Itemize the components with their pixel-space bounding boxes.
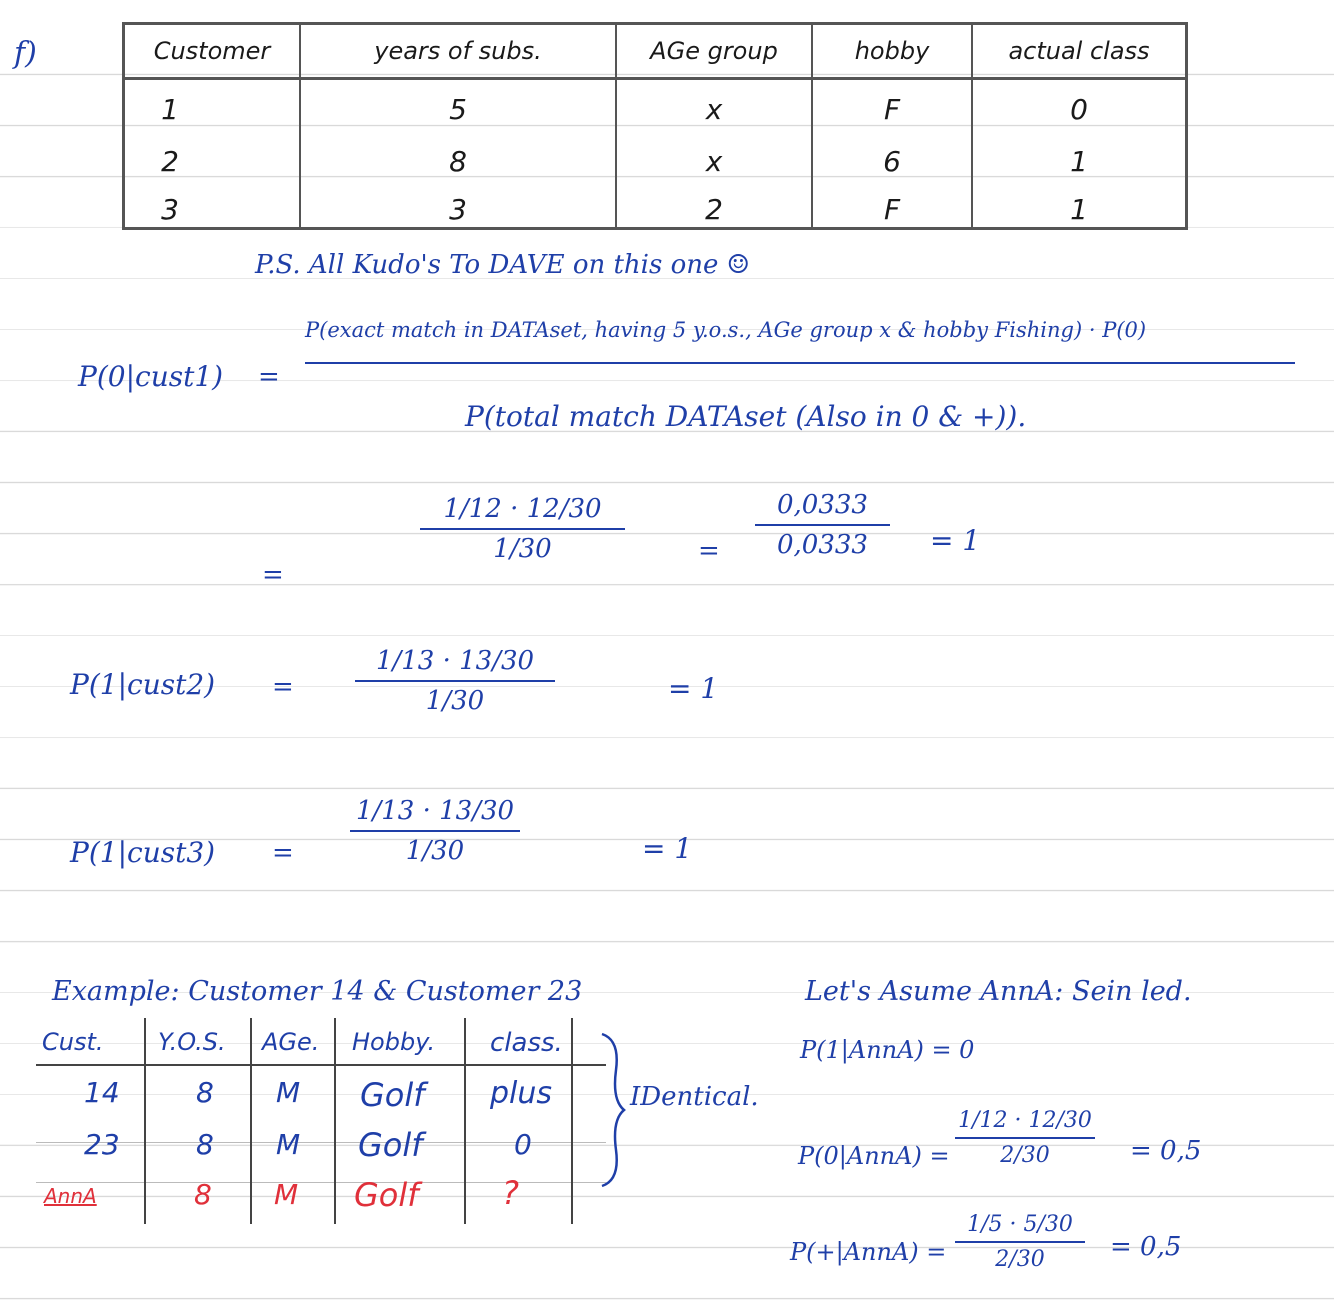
calc3-result: = 1 bbox=[642, 832, 693, 865]
calc1-result: = 1 bbox=[930, 524, 981, 557]
fraction-bar bbox=[955, 1137, 1095, 1139]
col-divider bbox=[144, 1018, 146, 1224]
calc1-den2: 0,0333 bbox=[777, 530, 868, 560]
header-underline bbox=[36, 1064, 606, 1066]
calc1-eq2: = bbox=[698, 536, 720, 566]
header-class: class. bbox=[490, 1028, 563, 1058]
header-hobby: hobby bbox=[854, 37, 930, 65]
table-cell: x bbox=[705, 145, 723, 178]
calc2-lhs: P(1|cust2) bbox=[70, 668, 216, 701]
header-yos: Y.O.S. bbox=[158, 1028, 226, 1056]
table-cell: 8 bbox=[449, 145, 467, 178]
table-cell: 3 bbox=[449, 193, 467, 226]
table-cell-red: M bbox=[274, 1178, 299, 1211]
example-table bbox=[36, 1018, 606, 1224]
header-actual-class: actual class bbox=[1008, 37, 1150, 65]
fraction-bar bbox=[420, 528, 625, 530]
table-cell: Golf bbox=[360, 1076, 425, 1114]
example-title: Example: Customer 14 & Customer 23 bbox=[52, 976, 583, 1007]
anna-pplus-result: = 0,5 bbox=[1110, 1232, 1182, 1262]
header-age-group: AGe group bbox=[650, 37, 778, 65]
table-cell: x bbox=[705, 93, 723, 126]
formula1-denominator: P(total match DATAset (Also in 0 & +)). bbox=[465, 400, 1027, 433]
anna-p0-den: 2/30 bbox=[1000, 1143, 1050, 1168]
calc2-fraction bbox=[355, 646, 555, 716]
calc1-eq: = bbox=[262, 560, 284, 590]
table-cell: 0 bbox=[1070, 93, 1088, 126]
table-cell: plus bbox=[490, 1076, 553, 1111]
anna-p0-fraction bbox=[955, 1108, 1095, 1168]
table-cell: M bbox=[276, 1128, 301, 1161]
calc1-fraction2 bbox=[755, 490, 890, 560]
table-cell-red: AnnA bbox=[44, 1184, 97, 1208]
table-cell: 5 bbox=[449, 93, 467, 126]
anna-p0-lhs: P(0|AnnA) = bbox=[798, 1142, 950, 1170]
anna-title: Let's Asume AnnA: Sein led. bbox=[805, 976, 1192, 1007]
anna-p0-num: 1/12 · 12/30 bbox=[958, 1108, 1092, 1133]
table-cell: 2 bbox=[705, 193, 723, 226]
fraction-bar bbox=[355, 680, 555, 682]
table-cell: F bbox=[883, 193, 901, 226]
table-cell: Golf bbox=[358, 1126, 423, 1164]
fraction-bar bbox=[755, 524, 890, 526]
anna-pplus-fraction bbox=[955, 1212, 1085, 1272]
identical-label: IDentical. bbox=[630, 1082, 759, 1112]
section-label: f) bbox=[14, 36, 37, 71]
anna-pplus-den: 2/30 bbox=[995, 1247, 1045, 1272]
anna-p0-result: = 0,5 bbox=[1130, 1136, 1202, 1166]
calc2-eq: = bbox=[272, 672, 294, 702]
table-cell: 3 bbox=[161, 193, 179, 226]
calc3-fraction bbox=[350, 796, 520, 866]
table-cell-red: 8 bbox=[194, 1178, 212, 1211]
table-cell: 8 bbox=[196, 1076, 214, 1109]
table-cell: 1 bbox=[1070, 145, 1088, 178]
table-cell-red: ? bbox=[502, 1174, 519, 1212]
formula1-lhs: P(0|cust1) bbox=[78, 360, 224, 393]
calc3-lhs: P(1|cust3) bbox=[70, 836, 216, 869]
table-cell: 2 bbox=[161, 145, 179, 178]
col-divider bbox=[464, 1018, 466, 1224]
table-cell: M bbox=[276, 1076, 301, 1109]
anna-pplus-lhs: P(+|AnnA) = bbox=[790, 1238, 947, 1266]
header-cust: Cust. bbox=[42, 1028, 104, 1056]
header-years: years of subs. bbox=[374, 37, 542, 65]
calc1-num: 1/12 · 12/30 bbox=[443, 494, 602, 524]
formula1-numerator: P(exact match in DATAset, having 5 y.o.s., AGe group x & hobby Fishing) · P(0) bbox=[305, 318, 1147, 342]
row-line bbox=[36, 1182, 606, 1183]
header-hobby: Hobby. bbox=[352, 1028, 436, 1056]
table-cell: 1 bbox=[1070, 193, 1088, 226]
table-cell: 6 bbox=[883, 145, 901, 178]
calc3-eq: = bbox=[272, 838, 294, 868]
table-cell: 0 bbox=[514, 1128, 532, 1161]
calc3-den: 1/30 bbox=[405, 836, 465, 866]
calc2-result: = 1 bbox=[668, 672, 719, 705]
calc3-num: 1/13 · 13/30 bbox=[355, 796, 515, 826]
formula1-eq: = bbox=[258, 362, 280, 392]
table-cell: 1 bbox=[161, 93, 179, 126]
table-cell: 8 bbox=[196, 1128, 214, 1161]
customer-table bbox=[122, 22, 1188, 230]
col-divider bbox=[250, 1018, 252, 1224]
table-cell-red: Golf bbox=[354, 1176, 419, 1214]
brace-icon bbox=[598, 1030, 628, 1190]
table-cell: F bbox=[883, 93, 901, 126]
col-divider bbox=[334, 1018, 336, 1224]
header-age: AGe. bbox=[262, 1028, 320, 1056]
header-customer: Customer bbox=[153, 37, 271, 65]
calc2-num: 1/13 · 13/30 bbox=[375, 646, 535, 676]
fraction-bar bbox=[955, 1241, 1085, 1243]
anna-p1: P(1|AnnA) = 0 bbox=[800, 1036, 975, 1064]
table-cell: 23 bbox=[84, 1128, 120, 1161]
fraction-bar bbox=[305, 362, 1295, 364]
calc2-den: 1/30 bbox=[425, 686, 485, 716]
calc1-num2: 0,0333 bbox=[777, 490, 868, 520]
fraction-bar bbox=[350, 830, 520, 832]
calc1-den: 1/30 bbox=[493, 534, 552, 564]
col-divider bbox=[571, 1018, 573, 1224]
table-cell: 14 bbox=[84, 1076, 120, 1109]
calc1-fraction bbox=[420, 494, 625, 564]
anna-pplus-num: 1/5 · 5/30 bbox=[967, 1212, 1073, 1237]
ps-note: P.S. All Kudo's To DAVE on this one ☺ bbox=[255, 250, 750, 280]
